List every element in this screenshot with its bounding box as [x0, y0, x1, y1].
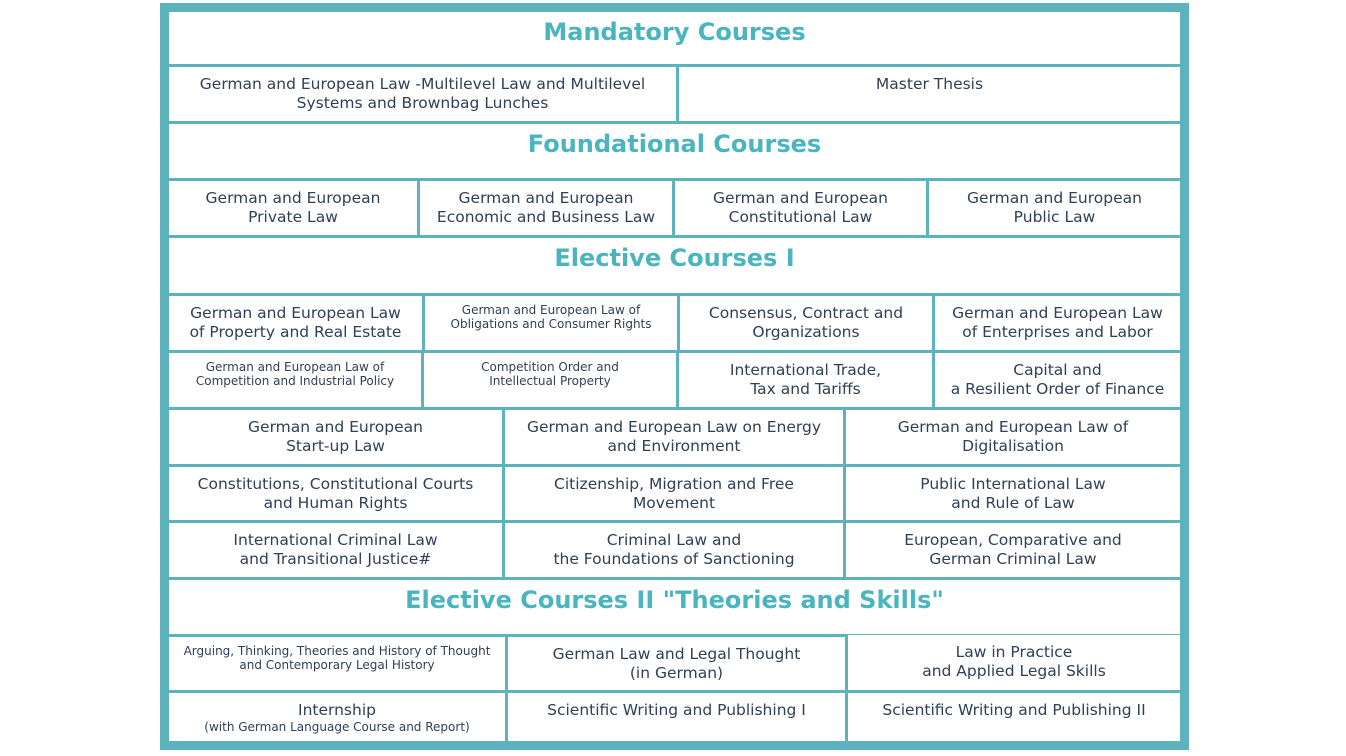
course-private-law: German and European Private Law — [169, 181, 417, 235]
course-public-international-law: Public International Law and Rule of Law — [846, 467, 1180, 520]
course-economic-business-law: German and European Economic and Business Law — [420, 181, 672, 235]
course-enterprises-labor: German and European Law of Enterprises and Labor — [935, 296, 1180, 350]
course-energy-environment: German and European Law on Energy and Environment — [505, 410, 843, 464]
course-scientific-writing-1: Scientific Writing and Publishing I — [508, 693, 845, 741]
course-consensus-contract: Consensus, Contract and Organizations — [680, 296, 932, 350]
course-competition-intellectual-property: Competition Order and Intellectual Property — [424, 353, 676, 407]
course-legal-thought-german: German Law and Legal Thought (in German) — [508, 637, 845, 690]
course-start-up-law: German and European Start-up Law — [169, 410, 502, 464]
course-capital-finance: Capital and a Resilient Order of Finance — [935, 353, 1180, 407]
course-master-thesis: Master Thesis — [679, 67, 1180, 121]
elective-courses-1-heading: Elective Courses I — [169, 238, 1180, 293]
elective-courses-2-heading: Elective Courses II "Theories and Skills" — [169, 580, 1180, 634]
course-international-criminal-law: International Criminal Law and Transitional Justice# — [169, 523, 502, 577]
course-constitutional-law: German and European Constitutional Law — [675, 181, 926, 235]
internship-note: (with German Language Course and Report) — [204, 720, 470, 734]
course-trade-tax-tariffs: International Trade, Tax and Tariffs — [679, 353, 932, 407]
mandatory-courses-heading: Mandatory Courses — [169, 12, 1180, 64]
course-constitutions-human-rights: Constitutions, Constitutional Courts and Human Rights — [169, 467, 502, 520]
course-property-real-estate: German and European Law of Property and Real Estate — [169, 296, 422, 350]
course-internship — [169, 693, 505, 741]
course-competition-industrial-policy: German and European Law of Competition and Industrial Policy — [169, 353, 421, 407]
course-comparative-criminal-law: European, Comparative and German Criminal Law — [846, 523, 1180, 577]
course-criminal-law-sanctioning: Criminal Law and the Foundations of Sanctioning — [505, 523, 843, 577]
course-citizenship-migration: Citizenship, Migration and Free Movement — [505, 467, 843, 520]
curriculum-frame — [160, 3, 1189, 750]
course-law-in-practice: Law in Practice and Applied Legal Skills — [848, 635, 1180, 690]
course-legal-history: Arguing, Thinking, Theories and History of Thought and Contemporary Legal History — [169, 637, 505, 690]
internship-label: Internship — [298, 701, 376, 719]
course-digitalisation: German and European Law of Digitalisation — [846, 410, 1180, 464]
course-scientific-writing-2: Scientific Writing and Publishing II — [848, 693, 1180, 741]
course-multilevel-law: German and European Law -Multilevel Law and Multilevel Systems and Brownbag Lunches — [169, 67, 676, 121]
course-obligations-consumer-rights: German and European Law of Obligations and Consumer Rights — [425, 296, 677, 350]
course-public-law: German and European Public Law — [929, 181, 1180, 235]
foundational-courses-heading: Foundational Courses — [169, 124, 1180, 178]
